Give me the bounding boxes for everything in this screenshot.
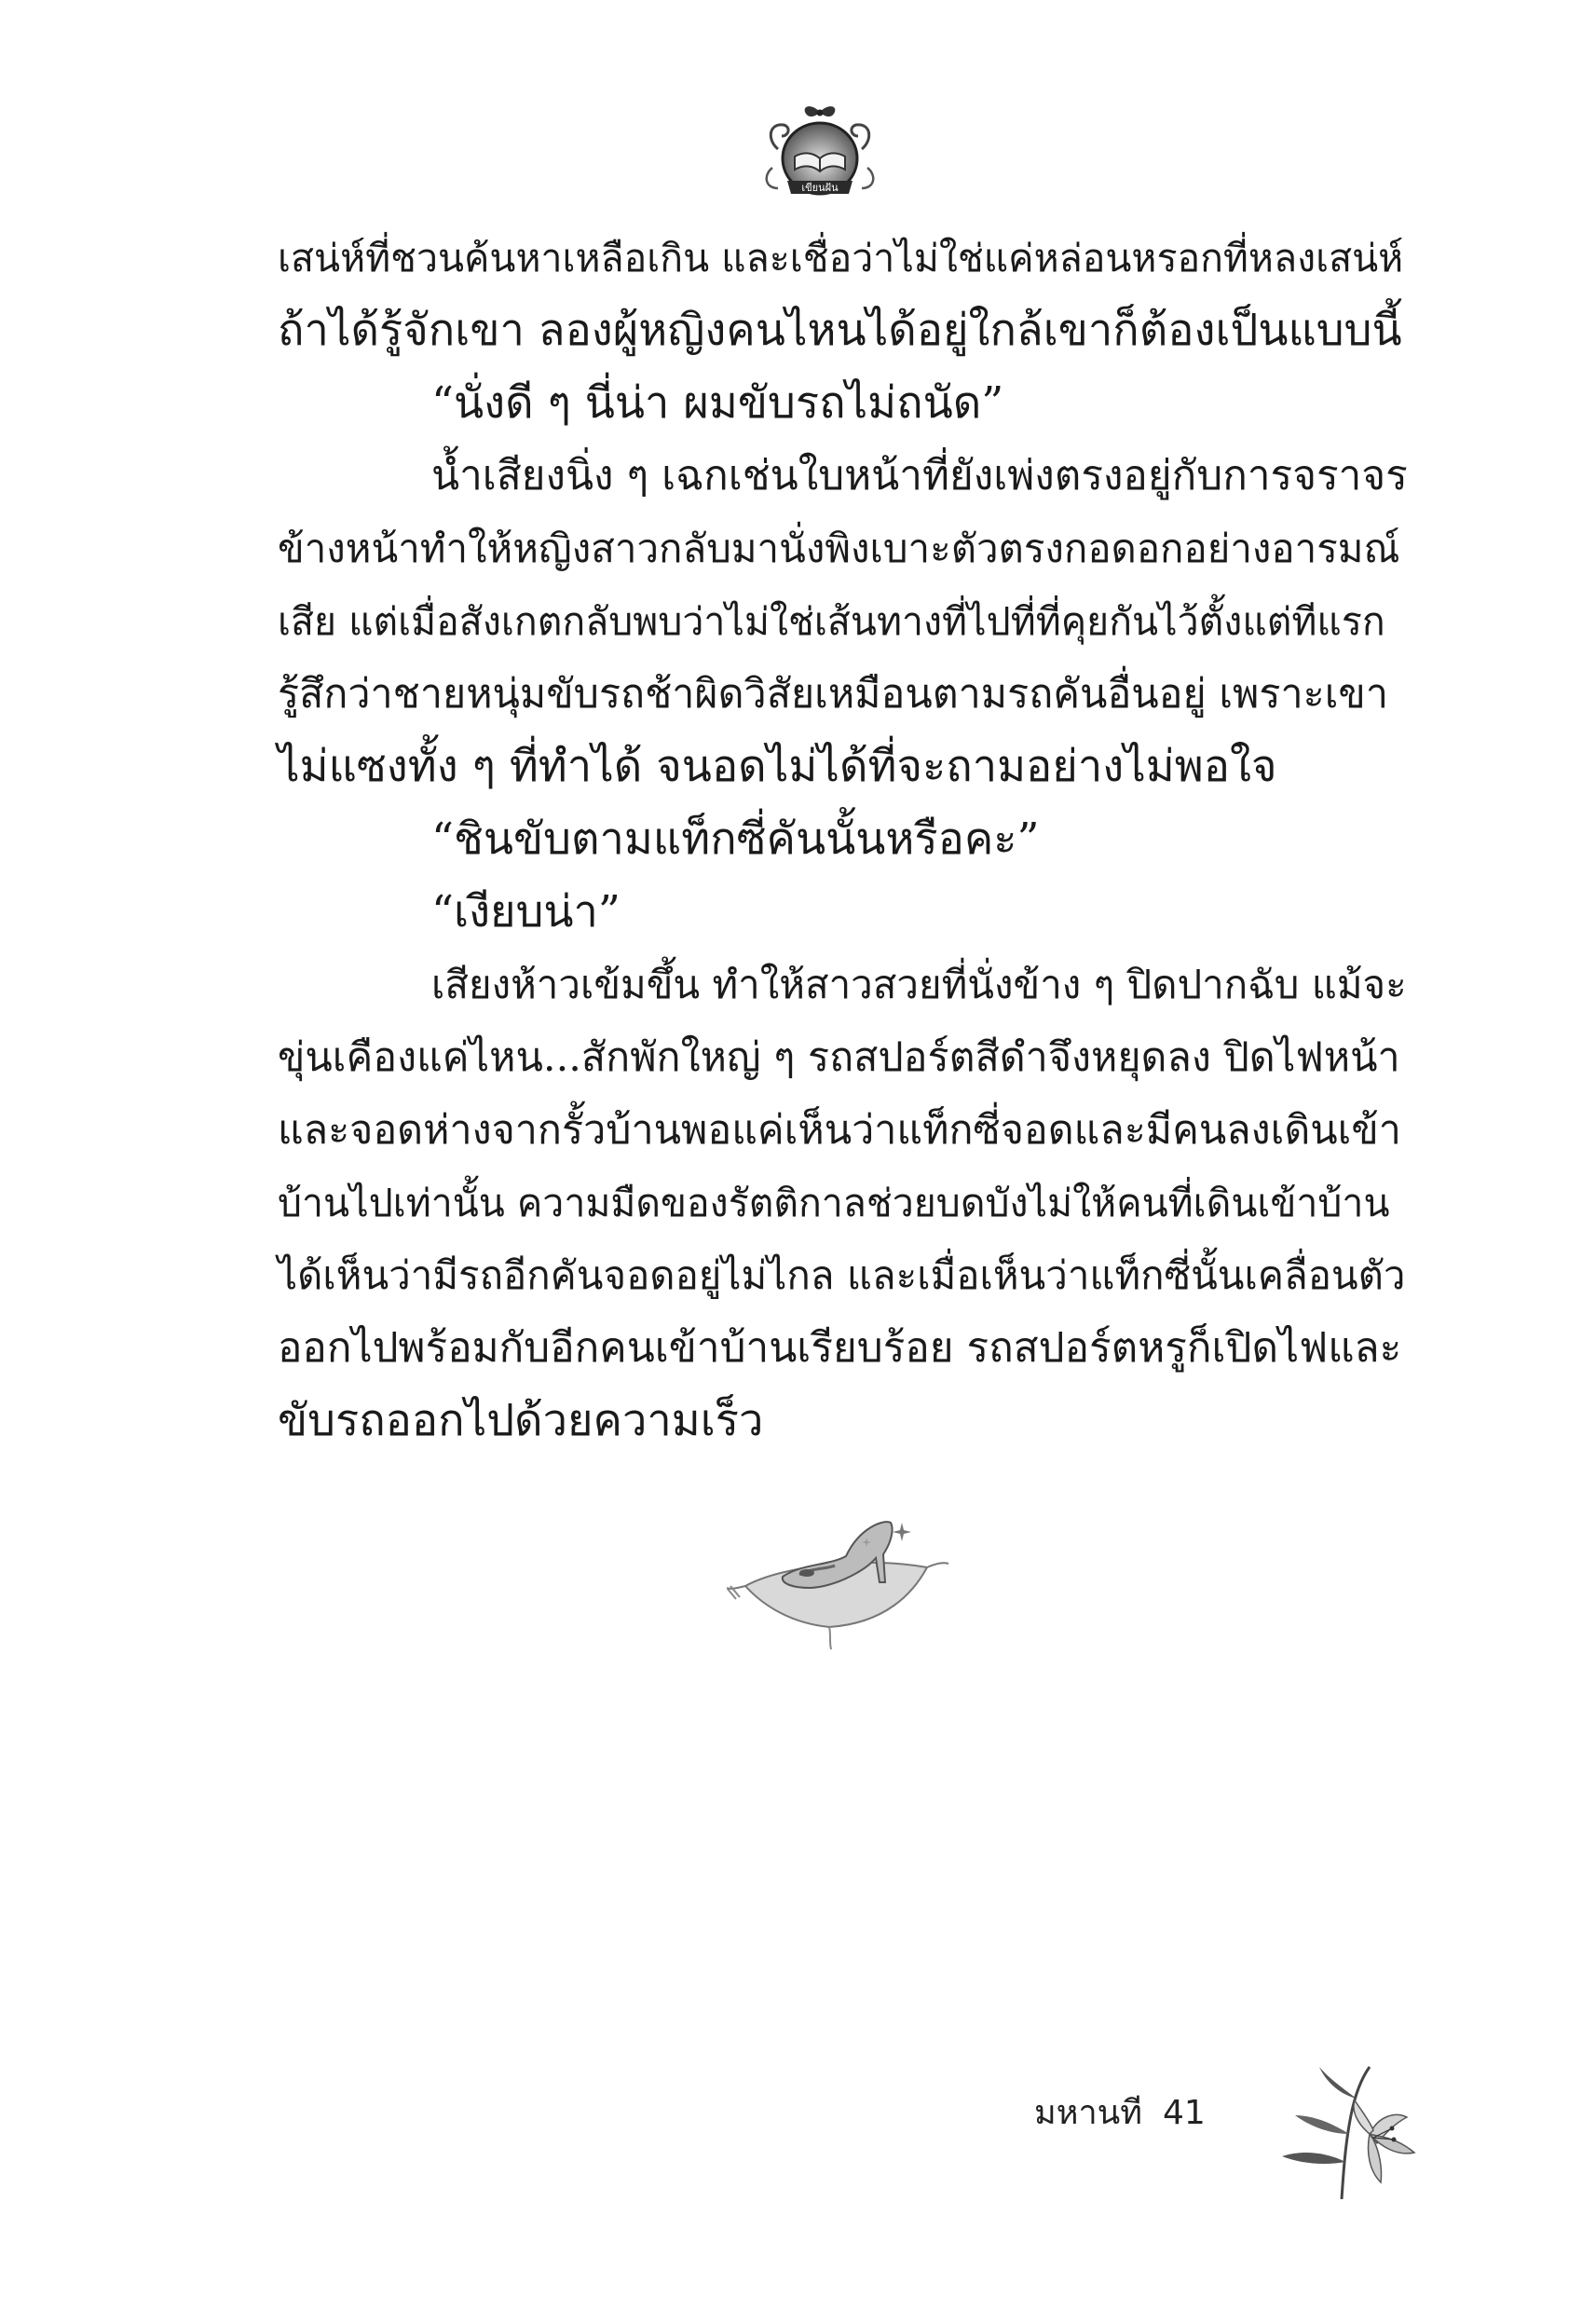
crest-text: เขียนฝัน <box>801 182 839 194</box>
footer-title: มหานที <box>1034 2094 1143 2132</box>
page-number: 41 <box>1163 2094 1206 2132</box>
text-line: น้ำเสียงนิ่ง ๆ เฉกเช่นใบหน้าที่ยังเพ่งตรงอยู่กับการจราจร <box>431 452 1408 499</box>
text-line: ขับรถออกไปด้วยความเร็ว <box>278 1395 764 1446</box>
text-line: ถ้าได้รู้จักเขา ลองผู้หญิงคนไหนได้อยู่ใกล้เขาก็ต้องเป็นแบบนี้ <box>278 305 1402 356</box>
text-line: รู้สึกว่าชายหนุ่มขับรถช้าผิดวิสัยเหมือนตามรถคันอื่นอยู่ เพราะเขา <box>278 671 1388 718</box>
text-line: เสีย แต่เมื่อสังเกตกลับพบว่าไม่ใช่เส้นทางที่ไปที่ที่คุยกันไว้ตั้งแต่ทีแรก <box>278 599 1385 644</box>
book-crest-icon <box>759 103 880 205</box>
text-line: ไม่แซงทั้ง ๆ ที่ทำได้ จนอดไม่ได้ที่จะถามอย่างไม่พอใจ <box>278 741 1277 792</box>
text-line: ได้เห็นว่ามีรถอีกคันจอดอยู่ไม่ไกล และเมื่อเห็นว่าแท็กซี่นั้นเคลื่อนตัว <box>278 1252 1406 1298</box>
text-line: ขุ่นเคืองแค่ไหน...สักพักใหญ่ ๆ รถสปอร์ตสีดำจึงหยุดลง ปิดไฟหน้า <box>278 1034 1400 1081</box>
text-line: เสียงห้าวเข้มขึ้น ทำให้สาวสวยที่นั่งข้าง ๆ ปิดปากฉับ แม้จะ <box>431 962 1407 1007</box>
lily-flower-icon <box>1276 2059 1416 2199</box>
text-line: “ชินขับตามแท็กซี่คันนั้นหรือคะ” <box>431 814 1040 865</box>
text-line: ข้างหน้าทำให้หญิงสาวกลับมานั่งพิงเบาะตัวตรงกอดอกอย่างอารมณ์ <box>278 526 1400 571</box>
text-line: ออกไปพร้อมกับอีกคนเข้าบ้านเรียบร้อย รถสปอร์ตหรูก็เปิดไฟและ <box>278 1324 1402 1372</box>
body-text <box>278 222 1410 1457</box>
glass-slipper-icon <box>727 1510 950 1649</box>
text-line: และจอดห่างจากรั้วบ้านพอแค่เห็นว่าแท็กซี่จอดและมีคนลงเดินเข้า <box>278 1107 1401 1154</box>
text-line: เสน่ห์ที่ชวนค้นหาเหลือเกิน และเชื่อว่าไม่ใช่แค่หล่อนหรอกที่หลงเสน่ห์ <box>278 236 1404 280</box>
text-line: “นั่งดี ๆ นี่น่า ผมขับรถไม่ถนัด” <box>431 377 1004 429</box>
page-footer <box>1034 2085 1206 2139</box>
text-line: บ้านไปเท่านั้น ความมืดของรัตติกาลช่วยบดบังไม่ให้คนที่เดินเข้าบ้าน <box>278 1181 1390 1225</box>
text-line: “เงียบน่า” <box>431 886 621 937</box>
